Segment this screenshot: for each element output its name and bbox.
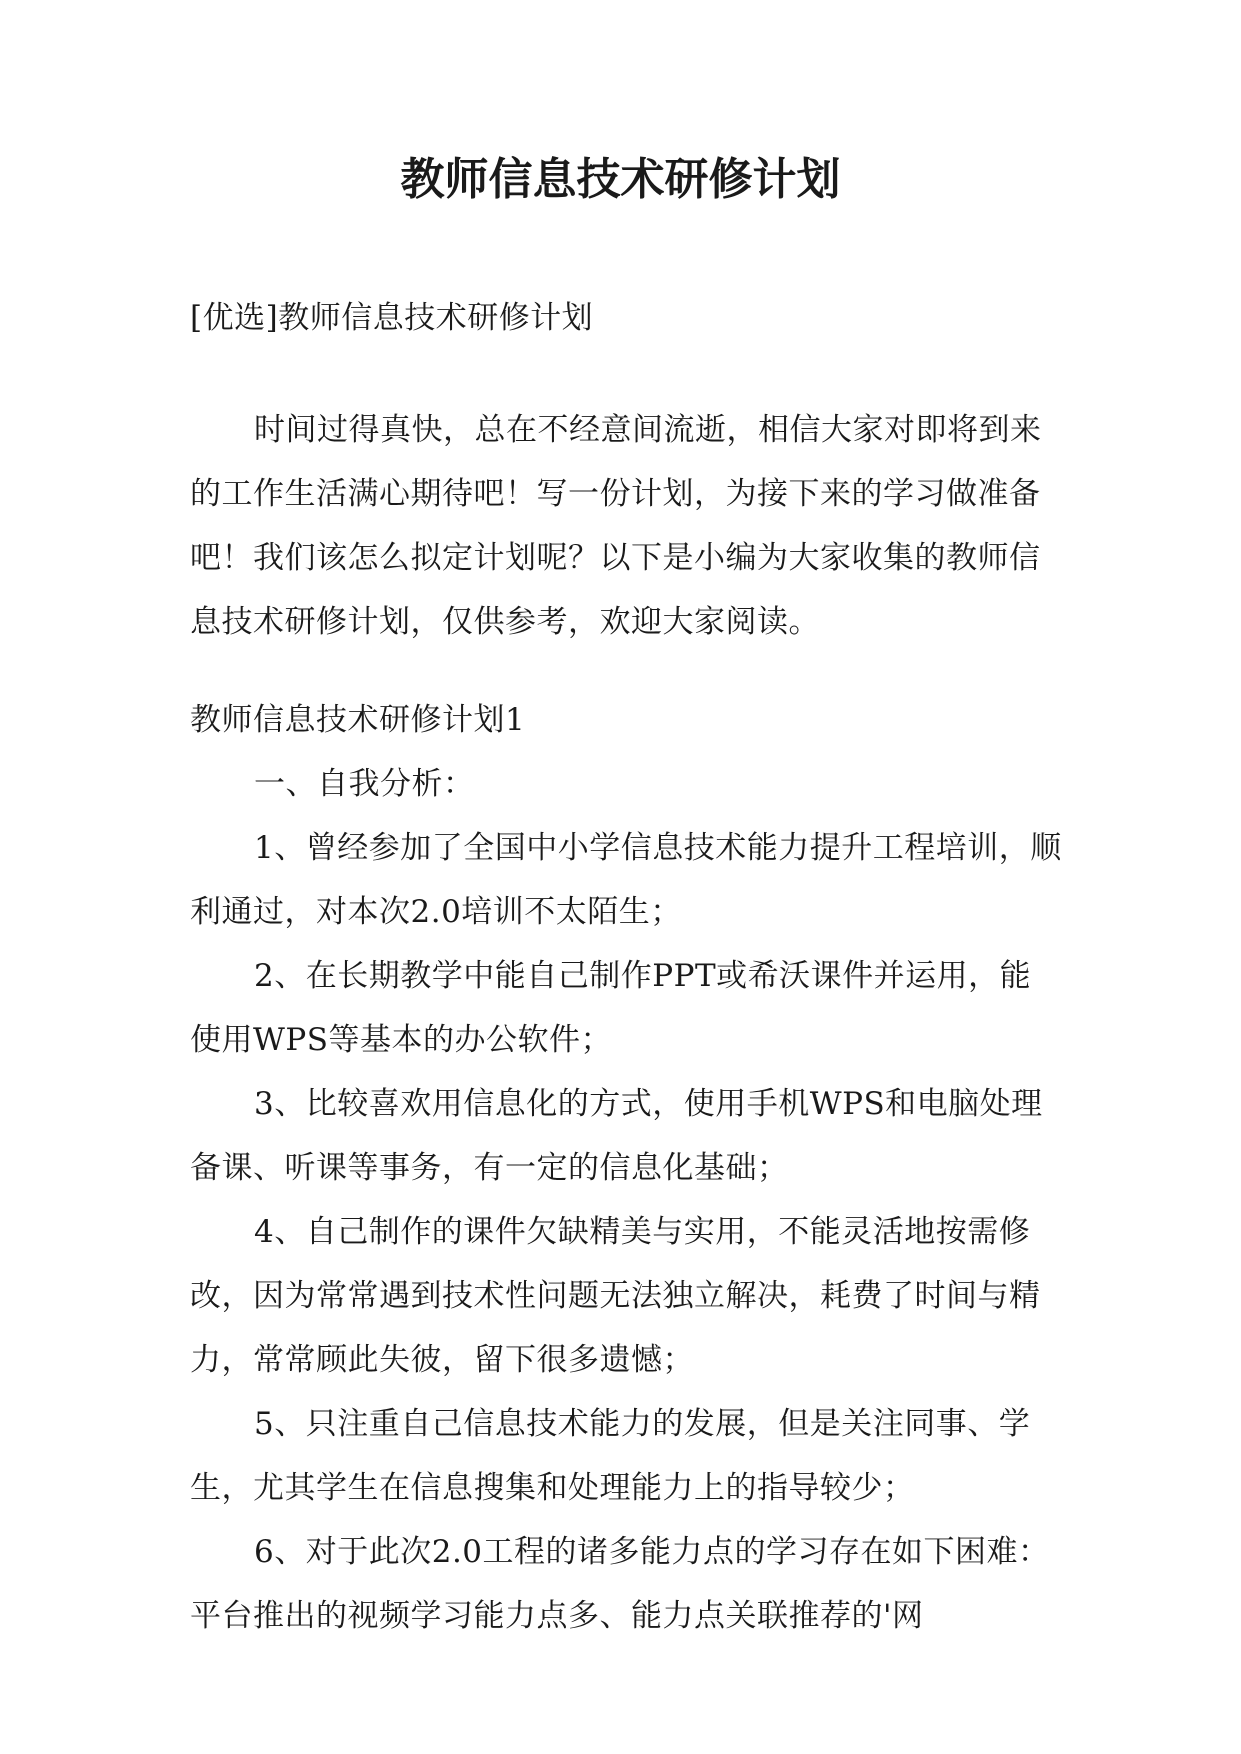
list-item: 4、自己制作的课件欠缺精美与实用，不能灵活地按需修改，因为常常遇到技术性问题无法独立解决，耗费了时间与精力，常常顾此失彼，留下很多遗憾； bbox=[190, 1214, 1041, 1378]
document-subtitle: [优选]教师信息技术研修计划 bbox=[190, 300, 594, 336]
intro-paragraph: 时间过得真快，总在不经意间流逝，相信大家对即将到来的工作生活满心期待吧！写一份计划，为接下来的学习做准备吧！我们该怎么拟定计划呢？以下是小编为大家收集的教师信息技术研修计划，仅供参考，欢迎大家阅读。 bbox=[190, 412, 1042, 640]
list-item: 5、只注重自己信息技术能力的发展，但是关注同事、学生，尤其学生在信息搜集和处理能力上的指导较少； bbox=[190, 1406, 1031, 1506]
list-item: 2、在长期教学中能自己制作PPT或希沃课件并运用，能使用WPS等基本的办公软件； bbox=[190, 958, 1032, 1058]
list-item: 1、曾经参加了全国中小学信息技术能力提升工程培训，顺利通过，对本次2.0培训不太陌生； bbox=[190, 830, 1062, 930]
list-item: 3、比较喜欢用信息化的方式，使用手机WPS和电脑处理备课、听课等事务，有一定的信息化基础； bbox=[190, 1086, 1043, 1186]
section-title: 教师信息技术研修计划1 bbox=[190, 702, 526, 738]
section-heading: 一、自我分析： bbox=[254, 766, 475, 802]
document-title: 教师信息技术研修计划 bbox=[400, 154, 841, 205]
list-item: 6、对于此次2.0工程的诸多能力点的学习存在如下困难：平台推出的视频学习能力点多、能力点关联推荐的'网 bbox=[190, 1534, 1050, 1634]
